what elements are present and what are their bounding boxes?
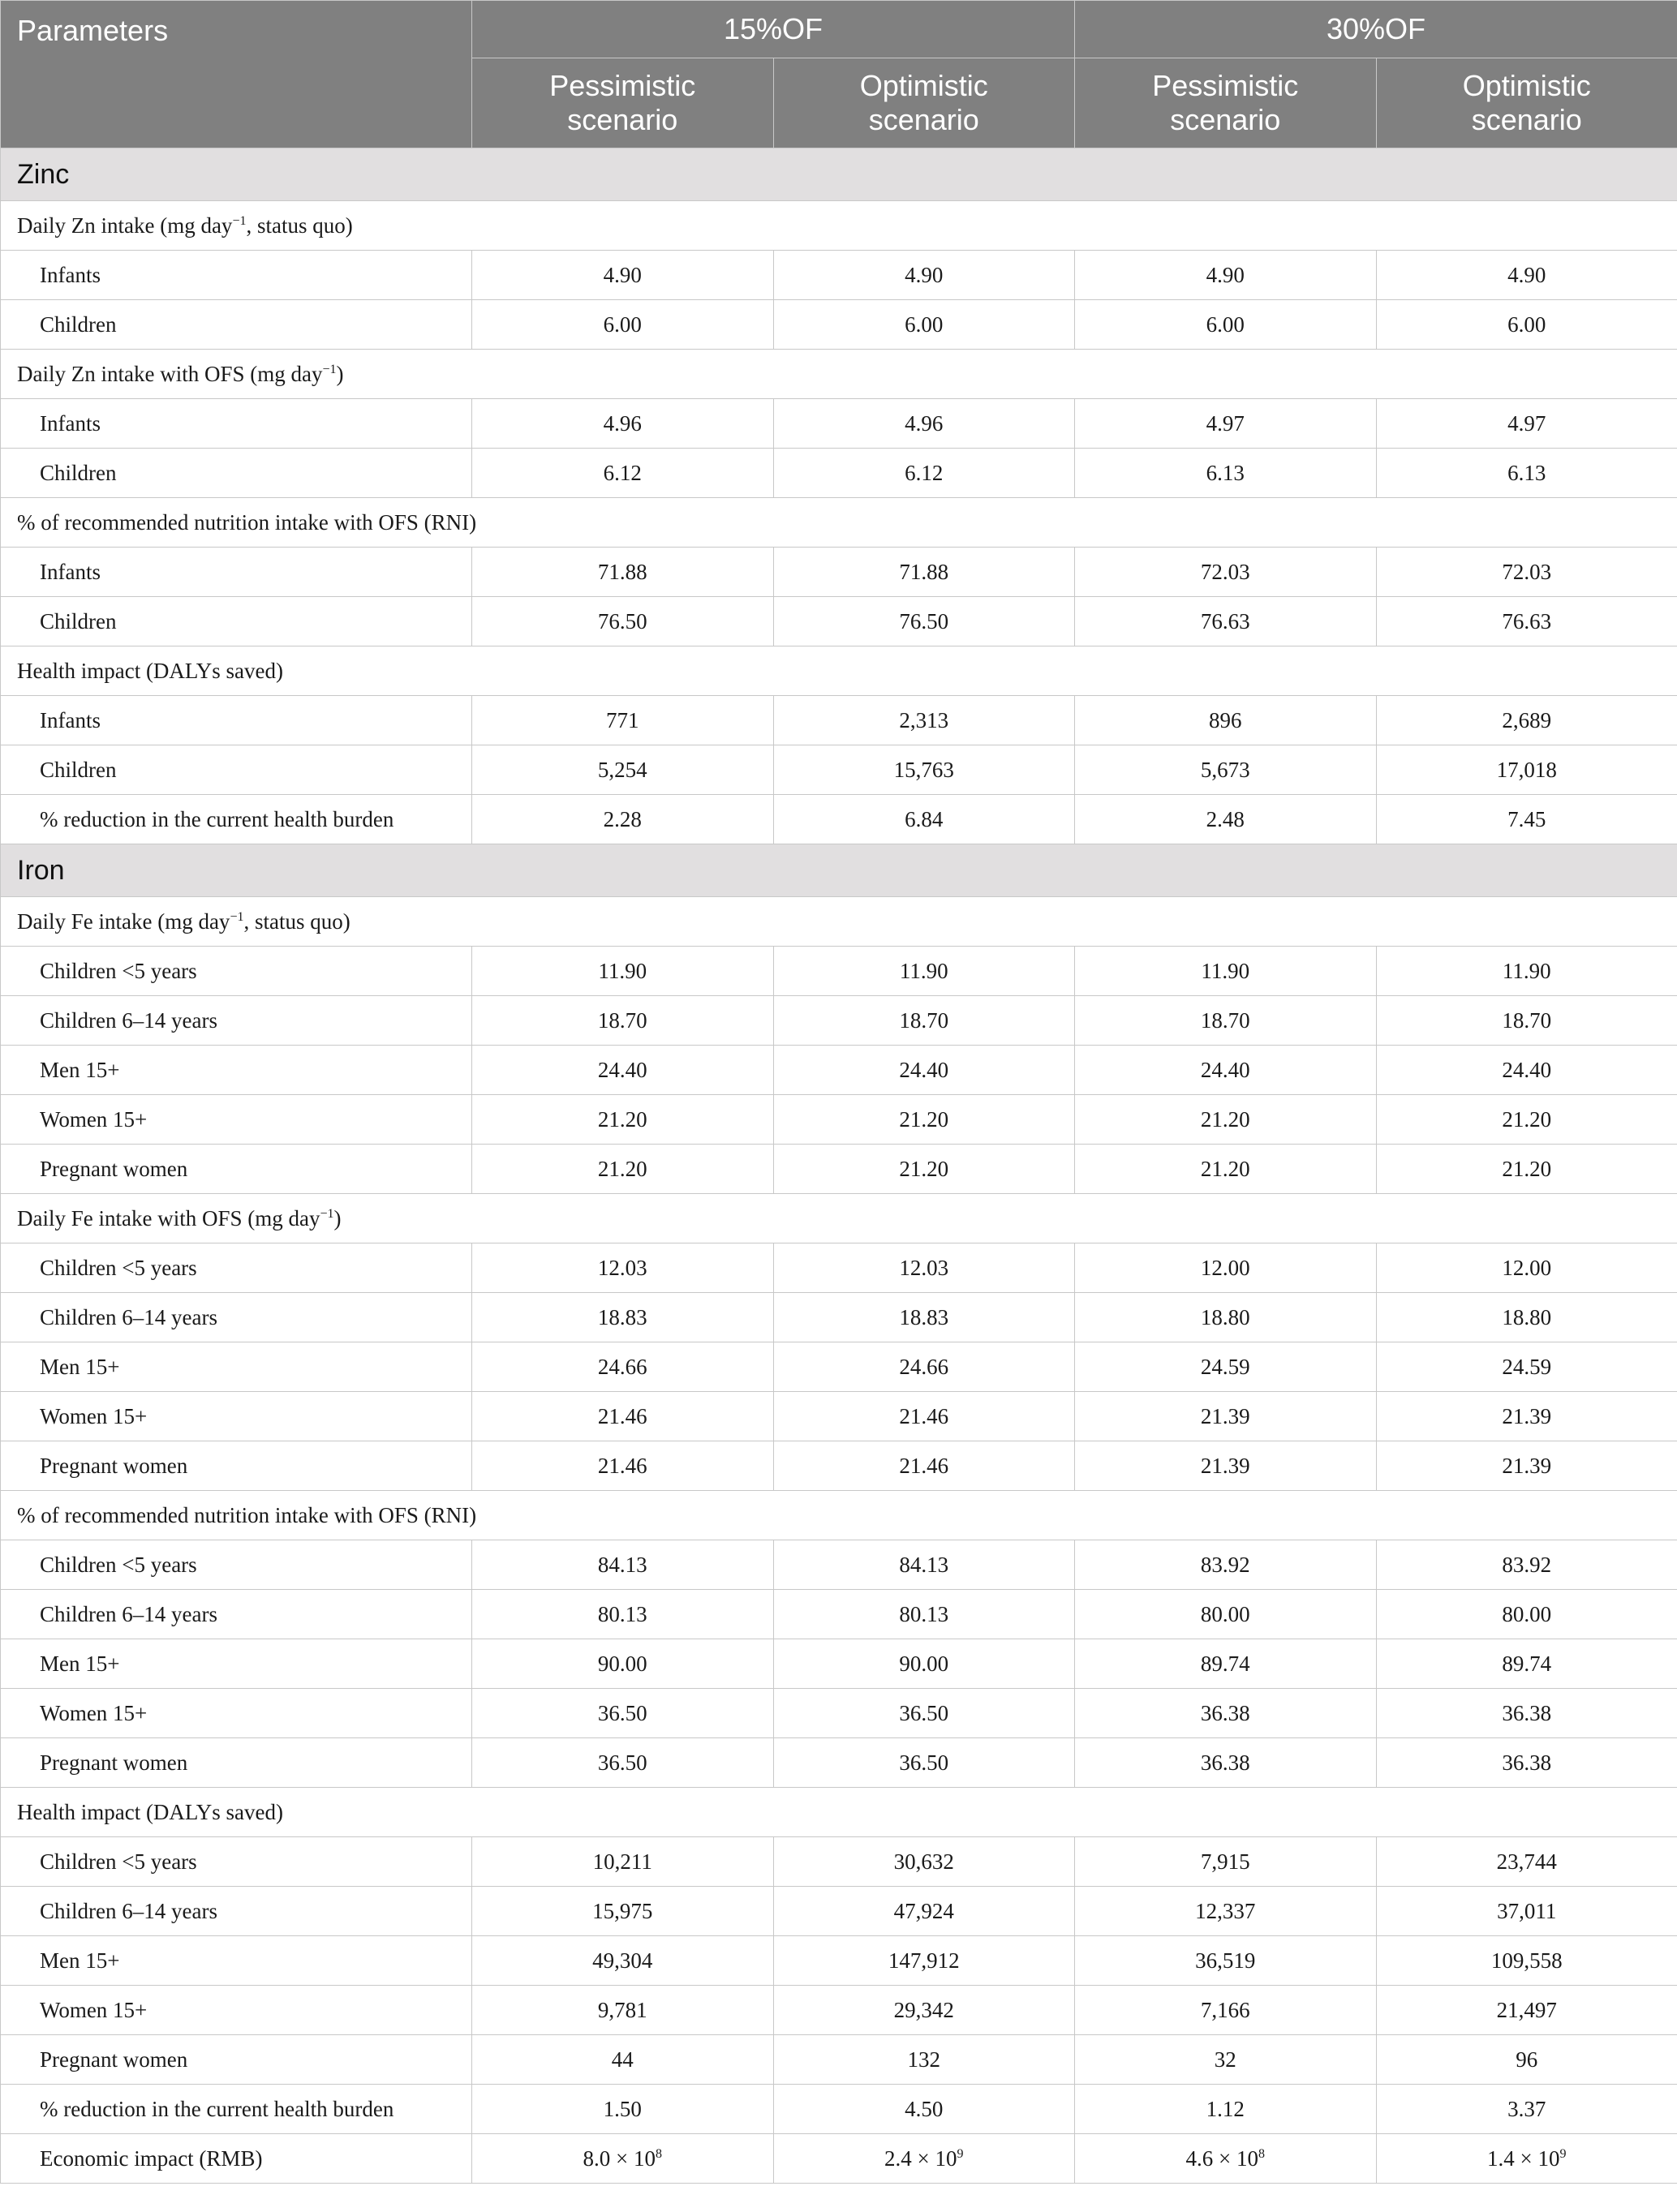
cell-value: 6.12 xyxy=(472,449,774,498)
table-row xyxy=(1,1986,1677,2035)
subheading-row xyxy=(1,646,1677,696)
cell-value: 21.20 xyxy=(773,1145,1075,1194)
table-row xyxy=(1,2085,1677,2134)
cell-value: 4.90 xyxy=(472,251,774,300)
cell-value: 83.92 xyxy=(1075,1540,1377,1590)
cell-value: 21.39 xyxy=(1376,1441,1677,1491)
row-label: Infants xyxy=(1,548,472,597)
cell-value: 18.83 xyxy=(472,1293,774,1342)
cell-value: 132 xyxy=(773,2035,1075,2085)
row-label: Children 6–14 years xyxy=(1,996,472,1046)
row-label: Men 15+ xyxy=(1,1342,472,1392)
cell-value: 21.46 xyxy=(773,1392,1075,1441)
header-pessimistic-30: Pessimistic scenario xyxy=(1075,58,1377,148)
cell-value: 21.20 xyxy=(472,1095,774,1145)
cell-value: 21.20 xyxy=(1075,1095,1377,1145)
cell-value: 12.00 xyxy=(1075,1243,1377,1293)
cell-value: 10,211 xyxy=(472,1837,774,1887)
cell-value: 21.39 xyxy=(1376,1392,1677,1441)
table-row xyxy=(1,1639,1677,1689)
cell-value: 96 xyxy=(1376,2035,1677,2085)
cell-value: 76.50 xyxy=(472,597,774,646)
table-row xyxy=(1,996,1677,1046)
row-label: % reduction in the current health burden xyxy=(1,795,472,844)
cell-value: 71.88 xyxy=(472,548,774,597)
cell-value: 12.03 xyxy=(472,1243,774,1293)
cell-value: 84.13 xyxy=(472,1540,774,1590)
cell-value: 47,924 xyxy=(773,1887,1075,1936)
table-row xyxy=(1,597,1677,646)
subheading-row xyxy=(1,1491,1677,1540)
cell-value: 6.00 xyxy=(773,300,1075,350)
cell-value: 5,673 xyxy=(1075,745,1377,795)
cell-value: 21.39 xyxy=(1075,1441,1377,1491)
cell-value: 80.00 xyxy=(1376,1590,1677,1639)
subheading-label: Daily Zn intake (mg day$^{-1}$, status quo) xyxy=(1,201,1677,251)
cell-value: 4.97 xyxy=(1075,399,1377,449)
cell-value: 24.59 xyxy=(1376,1342,1677,1392)
cell-value: 21,497 xyxy=(1376,1986,1677,2035)
cell-value: 71.88 xyxy=(773,548,1075,597)
cell-value: 6.13 xyxy=(1376,449,1677,498)
cell-value: $1.4 \times 10^9$ xyxy=(1376,2134,1677,2184)
row-label: Men 15+ xyxy=(1,1639,472,1689)
table-row xyxy=(1,1145,1677,1194)
row-label: Children xyxy=(1,745,472,795)
subheading-label: Daily Fe intake with OFS (mg day$^{-1}$) xyxy=(1,1194,1677,1243)
row-label: Economic impact (RMB) xyxy=(1,2134,472,2184)
cell-value: 49,304 xyxy=(472,1936,774,1986)
cell-value: 4.90 xyxy=(1376,251,1677,300)
table-row xyxy=(1,2035,1677,2085)
cell-value: 12.03 xyxy=(773,1243,1075,1293)
row-label: Women 15+ xyxy=(1,1392,472,1441)
cell-value: 7,915 xyxy=(1075,1837,1377,1887)
cell-value: 896 xyxy=(1075,696,1377,745)
cell-value: 89.74 xyxy=(1376,1639,1677,1689)
cell-value: 4.97 xyxy=(1376,399,1677,449)
cell-value: 36.50 xyxy=(472,1738,774,1788)
section-title: Iron xyxy=(1,844,1677,897)
cell-value: 37,011 xyxy=(1376,1887,1677,1936)
table-row xyxy=(1,1936,1677,1986)
cell-value: 36.38 xyxy=(1376,1738,1677,1788)
table-body xyxy=(1,148,1677,2184)
cell-value: 36.50 xyxy=(773,1738,1075,1788)
table-header xyxy=(1,1,1677,148)
subheading-label: % of recommended nutrition intake with OFS (RNI) xyxy=(1,1491,1677,1540)
table-row xyxy=(1,1738,1677,1788)
table-row xyxy=(1,1243,1677,1293)
cell-value: 6.84 xyxy=(773,795,1075,844)
cell-value: 11.90 xyxy=(773,947,1075,996)
cell-value: 2,313 xyxy=(773,696,1075,745)
cell-value: 2.48 xyxy=(1075,795,1377,844)
cell-value: 18.83 xyxy=(773,1293,1075,1342)
cell-value: 80.13 xyxy=(773,1590,1075,1639)
cell-value: 80.13 xyxy=(472,1590,774,1639)
table-row xyxy=(1,399,1677,449)
row-label: Children 6–14 years xyxy=(1,1887,472,1936)
cell-value: 72.03 xyxy=(1075,548,1377,597)
subheading-row xyxy=(1,498,1677,548)
cell-value: 7.45 xyxy=(1376,795,1677,844)
cell-value: 21.20 xyxy=(472,1145,774,1194)
cell-value: 6.00 xyxy=(1075,300,1377,350)
table-row xyxy=(1,300,1677,350)
subheading-row xyxy=(1,1194,1677,1243)
subheading-label: Daily Fe intake (mg day$^{-1}$, status quo) xyxy=(1,897,1677,947)
cell-value: 84.13 xyxy=(773,1540,1075,1590)
subheading-label: Daily Zn intake with OFS (mg day$^{-1}$) xyxy=(1,350,1677,399)
cell-value: 1.50 xyxy=(472,2085,774,2134)
row-label: Infants xyxy=(1,251,472,300)
row-label: Children xyxy=(1,300,472,350)
cell-value: 36.38 xyxy=(1376,1689,1677,1738)
cell-value: 4.96 xyxy=(773,399,1075,449)
cell-value: 9,781 xyxy=(472,1986,774,2035)
cell-value: 24.66 xyxy=(773,1342,1075,1392)
table-row xyxy=(1,1689,1677,1738)
cell-value: 3.37 xyxy=(1376,2085,1677,2134)
table-row xyxy=(1,1887,1677,1936)
cell-value: 771 xyxy=(472,696,774,745)
row-label: Children xyxy=(1,597,472,646)
cell-value: 36,519 xyxy=(1075,1936,1377,1986)
section-header-row xyxy=(1,148,1677,201)
cell-value: 11.90 xyxy=(472,947,774,996)
subheading-row xyxy=(1,350,1677,399)
table-row xyxy=(1,251,1677,300)
cell-value: 21.20 xyxy=(1376,1145,1677,1194)
cell-value: $2.4 \times 10^9$ xyxy=(773,2134,1075,2184)
cell-value: 72.03 xyxy=(1376,548,1677,597)
header-group-15-of: 15%OF xyxy=(472,1,1075,58)
cell-value: 36.38 xyxy=(1075,1738,1377,1788)
cell-value: 21.39 xyxy=(1075,1392,1377,1441)
table-row xyxy=(1,795,1677,844)
cell-value: 1.12 xyxy=(1075,2085,1377,2134)
table-row xyxy=(1,1540,1677,1590)
cell-value: 11.90 xyxy=(1075,947,1377,996)
cell-value: 21.46 xyxy=(472,1392,774,1441)
header-parameters: Parameters xyxy=(1,1,472,148)
cell-value: 21.20 xyxy=(1075,1145,1377,1194)
cell-value: 24.40 xyxy=(1376,1046,1677,1095)
table-row xyxy=(1,1590,1677,1639)
subheading-label: Health impact (DALYs saved) xyxy=(1,646,1677,696)
cell-value: 15,763 xyxy=(773,745,1075,795)
header-optimistic-15: Optimistic scenario xyxy=(773,58,1075,148)
cell-value: 18.70 xyxy=(472,996,774,1046)
row-label: Pregnant women xyxy=(1,2035,472,2085)
cell-value: 76.63 xyxy=(1075,597,1377,646)
table-row xyxy=(1,1441,1677,1491)
cell-value: 4.90 xyxy=(773,251,1075,300)
table-row xyxy=(1,1392,1677,1441)
subheading-label: Health impact (DALYs saved) xyxy=(1,1788,1677,1837)
cell-value: 32 xyxy=(1075,2035,1377,2085)
row-label: Children <5 years xyxy=(1,947,472,996)
economic-impact-row xyxy=(1,2134,1677,2184)
cell-value: 21.20 xyxy=(773,1095,1075,1145)
table-row xyxy=(1,1837,1677,1887)
section-title: Zinc xyxy=(1,148,1677,201)
cell-value: 24.40 xyxy=(472,1046,774,1095)
cell-value: 24.59 xyxy=(1075,1342,1377,1392)
row-label: Women 15+ xyxy=(1,1095,472,1145)
cell-value: 18.80 xyxy=(1376,1293,1677,1342)
table-row xyxy=(1,1293,1677,1342)
table-row xyxy=(1,1095,1677,1145)
table-row xyxy=(1,449,1677,498)
subheading-row xyxy=(1,1788,1677,1837)
cell-value: 24.40 xyxy=(773,1046,1075,1095)
row-label: Infants xyxy=(1,399,472,449)
cell-value: 76.63 xyxy=(1376,597,1677,646)
cell-value: 18.80 xyxy=(1075,1293,1377,1342)
cell-value: 36.38 xyxy=(1075,1689,1377,1738)
cell-value: $4.6 \times 10^8$ xyxy=(1075,2134,1377,2184)
cell-value: 29,342 xyxy=(773,1986,1075,2035)
subheading-row xyxy=(1,201,1677,251)
row-label: Men 15+ xyxy=(1,1046,472,1095)
header-optimistic-30: Optimistic scenario xyxy=(1376,58,1677,148)
row-label: Infants xyxy=(1,696,472,745)
cell-value: 21.20 xyxy=(1376,1095,1677,1145)
cell-value: 83.92 xyxy=(1376,1540,1677,1590)
table-row xyxy=(1,548,1677,597)
table-row xyxy=(1,1342,1677,1392)
cell-value: 18.70 xyxy=(1376,996,1677,1046)
header-group-30-of: 30%OF xyxy=(1075,1,1677,58)
cell-value: 147,912 xyxy=(773,1936,1075,1986)
table-row xyxy=(1,696,1677,745)
cell-value: 7,166 xyxy=(1075,1986,1377,2035)
row-label: Children 6–14 years xyxy=(1,1293,472,1342)
row-label: Women 15+ xyxy=(1,1689,472,1738)
row-label: Pregnant women xyxy=(1,1441,472,1491)
cell-value: 12.00 xyxy=(1376,1243,1677,1293)
cell-value: 2.28 xyxy=(472,795,774,844)
table-row xyxy=(1,745,1677,795)
cell-value: 6.12 xyxy=(773,449,1075,498)
subheading-label: % of recommended nutrition intake with OFS (RNI) xyxy=(1,498,1677,548)
cell-value: 24.40 xyxy=(1075,1046,1377,1095)
cell-value: 4.50 xyxy=(773,2085,1075,2134)
header-pessimistic-15: Pessimistic scenario xyxy=(472,58,774,148)
cell-value: 21.46 xyxy=(773,1441,1075,1491)
section-header-row xyxy=(1,844,1677,897)
cell-value: 21.46 xyxy=(472,1441,774,1491)
cell-value: 80.00 xyxy=(1075,1590,1377,1639)
cell-value: 23,744 xyxy=(1376,1837,1677,1887)
row-label: Men 15+ xyxy=(1,1936,472,1986)
cell-value: 90.00 xyxy=(472,1639,774,1689)
cell-value: 2,689 xyxy=(1376,696,1677,745)
cell-value: 4.96 xyxy=(472,399,774,449)
cell-value: 12,337 xyxy=(1075,1887,1377,1936)
cell-value: 6.13 xyxy=(1075,449,1377,498)
row-label: Pregnant women xyxy=(1,1738,472,1788)
row-label: % reduction in the current health burden xyxy=(1,2085,472,2134)
table-row xyxy=(1,1046,1677,1095)
row-label: Children <5 years xyxy=(1,1837,472,1887)
subheading-row xyxy=(1,897,1677,947)
cell-value: 109,558 xyxy=(1376,1936,1677,1986)
cell-value: 76.50 xyxy=(773,597,1075,646)
cell-value: $8.0 \times 10^8$ xyxy=(472,2134,774,2184)
row-label: Children xyxy=(1,449,472,498)
cell-value: 17,018 xyxy=(1376,745,1677,795)
cell-value: 11.90 xyxy=(1376,947,1677,996)
cell-value: 44 xyxy=(472,2035,774,2085)
cell-value: 4.90 xyxy=(1075,251,1377,300)
table-row xyxy=(1,947,1677,996)
cell-value: 18.70 xyxy=(773,996,1075,1046)
row-label: Children <5 years xyxy=(1,1540,472,1590)
cell-value: 18.70 xyxy=(1075,996,1377,1046)
cell-value: 15,975 xyxy=(472,1887,774,1936)
row-label: Children <5 years xyxy=(1,1243,472,1293)
row-label: Children 6–14 years xyxy=(1,1590,472,1639)
row-label: Pregnant women xyxy=(1,1145,472,1194)
cell-value: 6.00 xyxy=(472,300,774,350)
cell-value: 36.50 xyxy=(773,1689,1075,1738)
cell-value: 6.00 xyxy=(1376,300,1677,350)
cell-value: 90.00 xyxy=(773,1639,1075,1689)
cell-value: 5,254 xyxy=(472,745,774,795)
cell-value: 30,632 xyxy=(773,1837,1075,1887)
cell-value: 24.66 xyxy=(472,1342,774,1392)
cell-value: 36.50 xyxy=(472,1689,774,1738)
cell-value: 89.74 xyxy=(1075,1639,1377,1689)
row-label: Women 15+ xyxy=(1,1986,472,2035)
